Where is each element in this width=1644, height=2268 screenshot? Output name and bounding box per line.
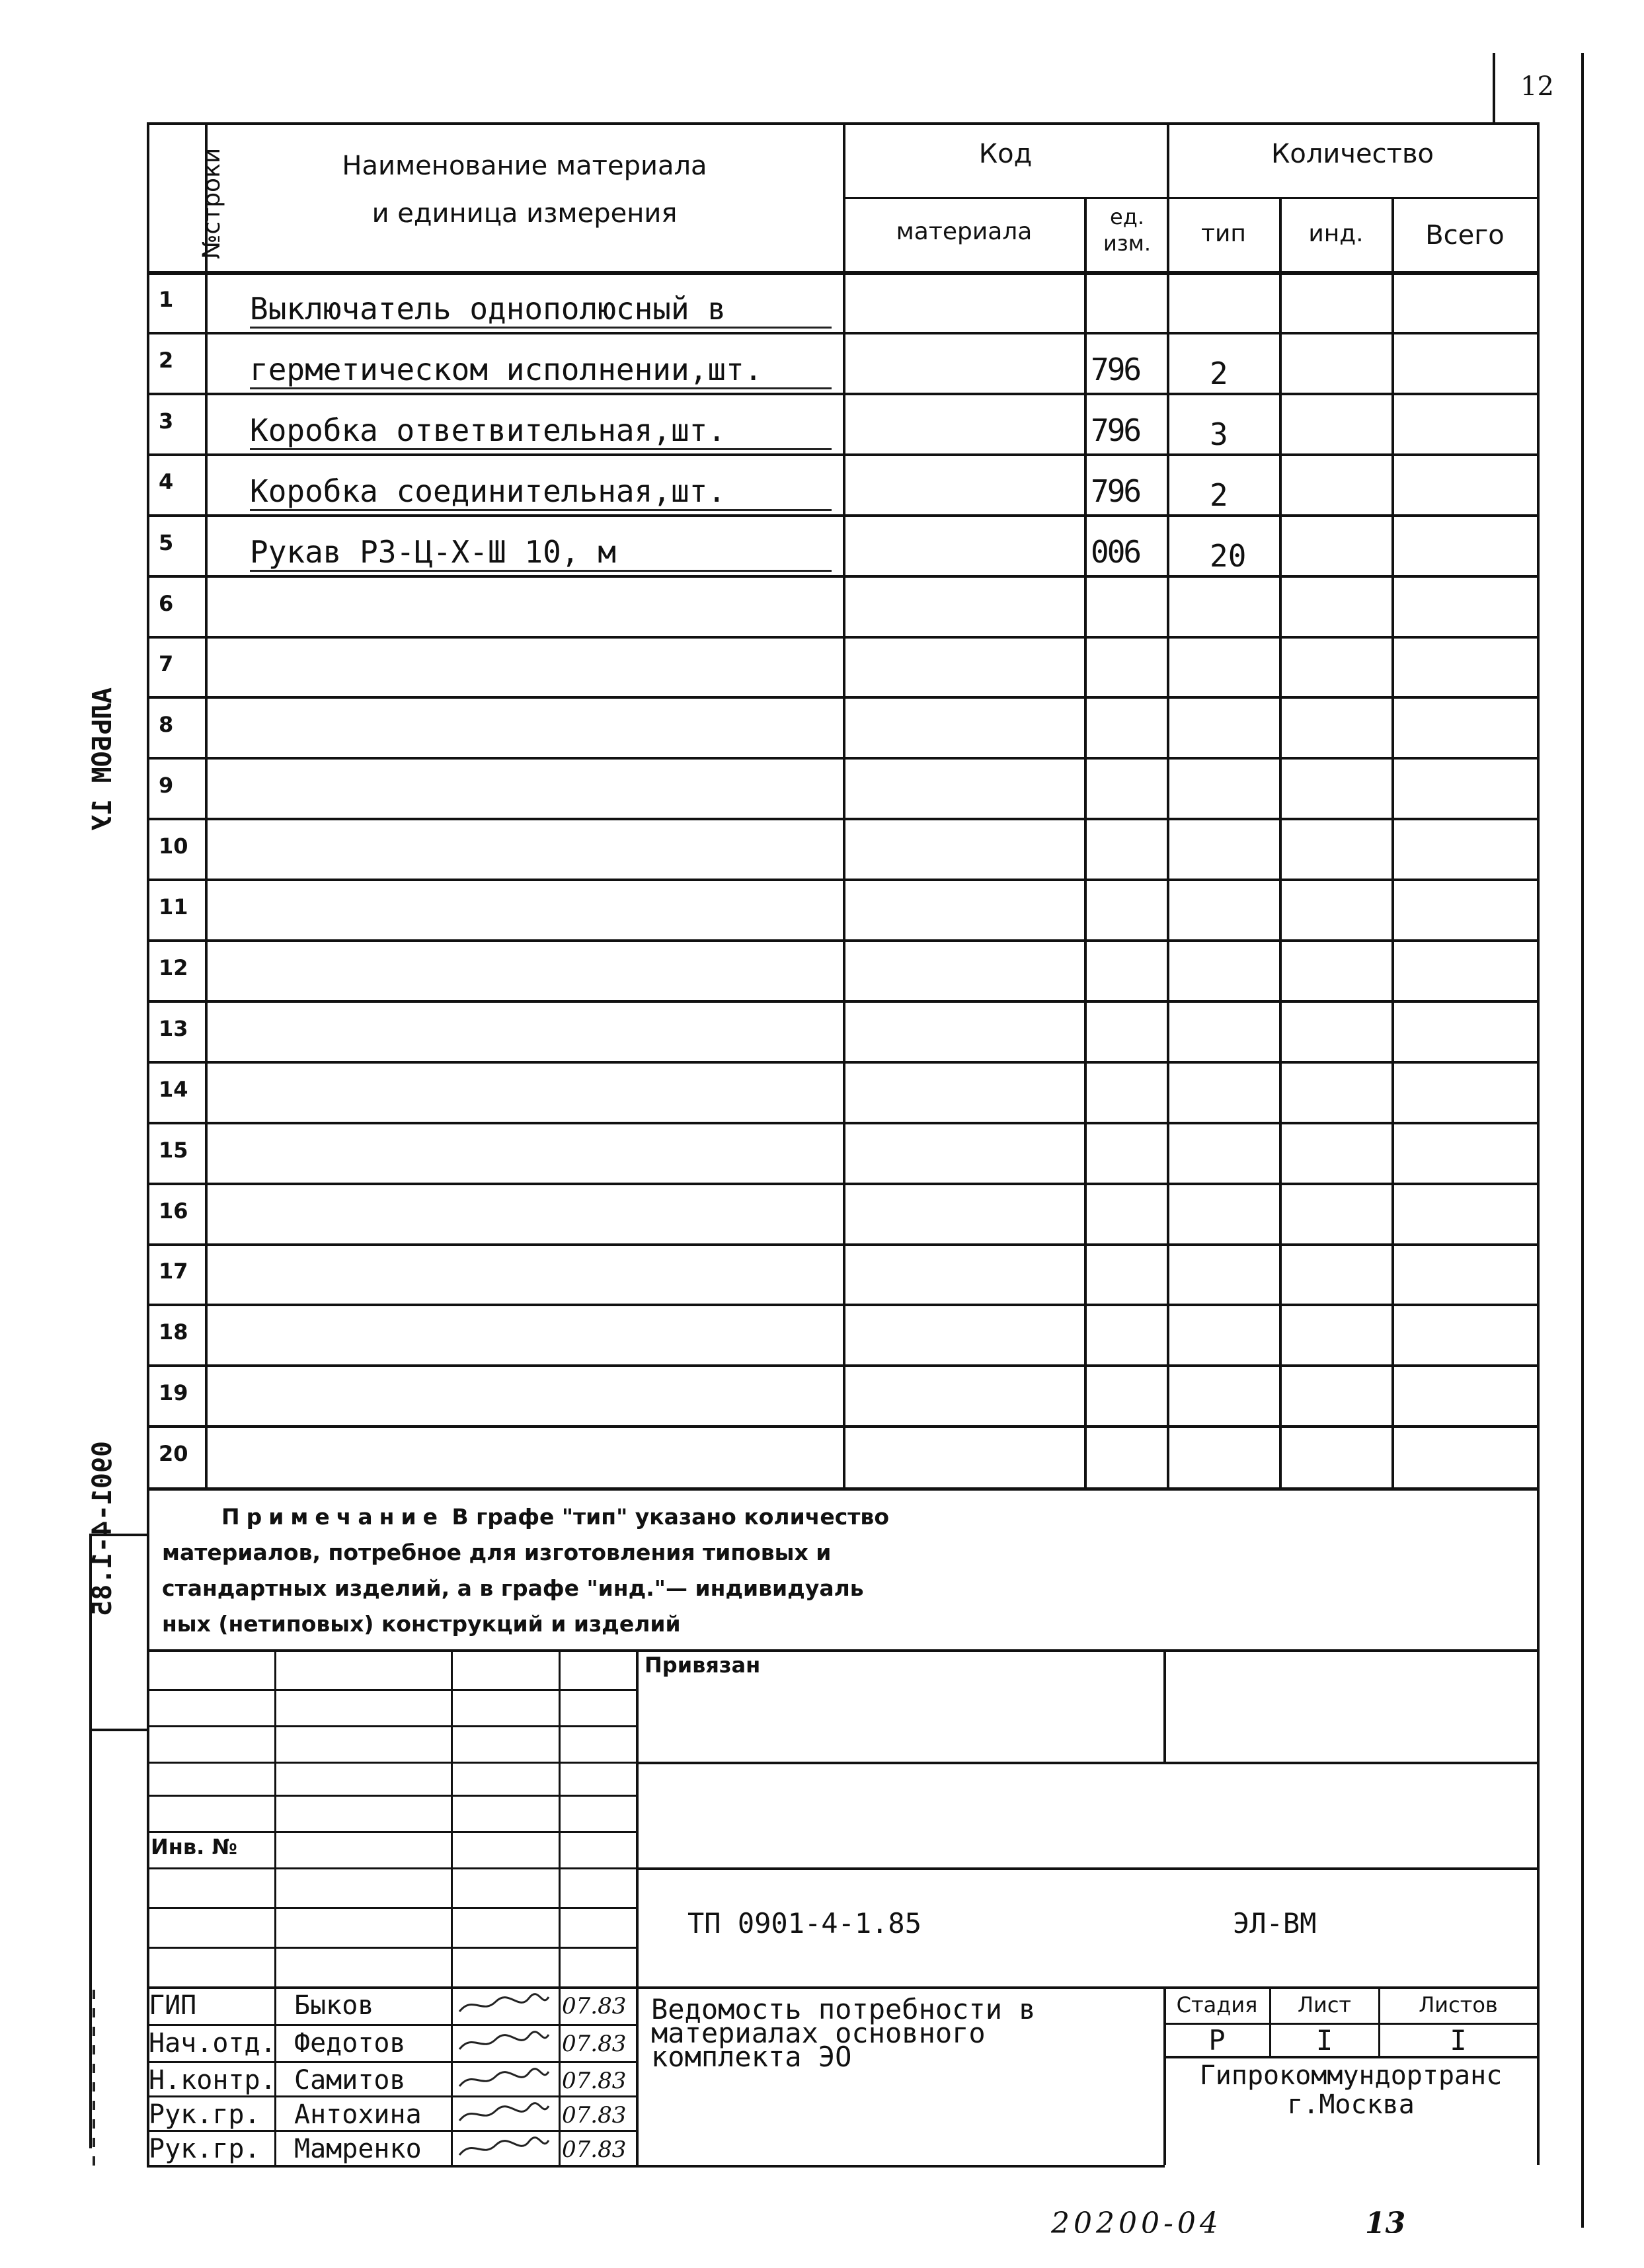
signer-date: 07.83 bbox=[562, 2068, 627, 2094]
stamp-right-row-1 bbox=[636, 1762, 1538, 1764]
stamp-top-line bbox=[147, 1649, 1538, 1652]
signer-role: Н.контр. bbox=[149, 2065, 276, 2095]
signature-scribble bbox=[456, 2029, 552, 2054]
row-number: 16 bbox=[159, 1198, 188, 1224]
row-number: 20 bbox=[159, 1441, 188, 1466]
header-quantity: Количество bbox=[1271, 139, 1434, 169]
row-name-underline bbox=[250, 448, 832, 450]
row-number: 9 bbox=[159, 773, 174, 798]
row-material-name: Выключатель однополюсный в bbox=[250, 291, 726, 327]
signer-name: Мамренко bbox=[294, 2134, 422, 2164]
table-row bbox=[0, 1366, 1644, 1427]
table-row bbox=[0, 272, 1644, 333]
stamp-row-1 bbox=[147, 1689, 636, 1691]
privyazan-label: Привязан bbox=[645, 1653, 761, 1678]
row-unit-code: 796 bbox=[1091, 412, 1140, 448]
row-name-underline bbox=[250, 570, 832, 572]
table-row bbox=[0, 941, 1644, 1001]
row-number: 13 bbox=[159, 1016, 188, 1041]
row-number: 19 bbox=[159, 1380, 188, 1405]
table-row bbox=[0, 637, 1644, 697]
table-row bbox=[0, 880, 1644, 941]
page-number-frame-left bbox=[1493, 53, 1495, 124]
stamp-row-9 bbox=[147, 1986, 1538, 1989]
stamp-col-4 bbox=[636, 1649, 639, 2165]
sheets-value: I bbox=[1450, 2024, 1467, 2056]
note-line-1: В графе "тип" указано количество bbox=[451, 1504, 889, 1530]
row-number: 8 bbox=[159, 712, 174, 737]
stamp-row-11 bbox=[147, 2061, 636, 2063]
organization bbox=[1165, 2061, 1537, 2119]
stamp-row-8 bbox=[147, 1947, 636, 1949]
signer-role: ГИП bbox=[149, 1990, 197, 2021]
signer-name: Антохина bbox=[294, 2099, 422, 2130]
row-number: 18 bbox=[159, 1319, 188, 1345]
sheets-label: Листов bbox=[1419, 1992, 1498, 2017]
row-material-name: герметическом исполнении,шт. bbox=[250, 352, 763, 387]
header-name: Наименование материала bbox=[342, 151, 707, 181]
left-margin-line bbox=[89, 1534, 92, 2148]
row-number: 14 bbox=[159, 1077, 188, 1102]
stamp-row-3 bbox=[147, 1762, 636, 1764]
signer-role: Рук.гр. bbox=[149, 2134, 260, 2164]
row-number: 15 bbox=[159, 1138, 188, 1163]
note-line-3: стандартных изделий, а в графе "инд."— индивидуаль bbox=[162, 1575, 864, 1601]
header-code-unit: ед. изм. bbox=[1103, 204, 1152, 256]
table-row bbox=[0, 1244, 1644, 1305]
signer-date: 07.83 bbox=[562, 2102, 627, 2129]
inv-number-label: Инв. № bbox=[151, 1834, 237, 1859]
stamp-privyazan-split bbox=[1163, 1649, 1166, 1762]
row-number: 3 bbox=[159, 409, 174, 434]
organization-name: Гипрокоммундортранс bbox=[1199, 2060, 1503, 2091]
row-qty-type: 2 bbox=[1210, 356, 1228, 391]
note-line-4: ных (нетиповых) конструкций и изделий bbox=[162, 1611, 681, 1637]
signer-date: 07.83 bbox=[562, 1993, 627, 2019]
left-tick-2 bbox=[89, 1729, 147, 1731]
header-qty-ind: инд. bbox=[1308, 220, 1364, 247]
row-qty-type: 20 bbox=[1210, 538, 1247, 574]
doc-code: ТП 0901-4-1.85 bbox=[687, 1907, 922, 1939]
header-name-line2: и единица измерения bbox=[372, 198, 678, 229]
signer-name: Самитов bbox=[294, 2065, 406, 2095]
header-qty-type: тип bbox=[1201, 220, 1246, 247]
stamp-bottom-line bbox=[147, 2165, 1165, 2168]
table-row bbox=[0, 819, 1644, 880]
note-line-2: материалов, потребное для изготовления типовых и bbox=[162, 1540, 832, 1565]
table-row bbox=[0, 1184, 1644, 1245]
note-title: Примечание bbox=[221, 1504, 444, 1530]
row-number: 1 bbox=[159, 287, 174, 312]
signature-scribble bbox=[456, 1992, 552, 2017]
stamp-row-2 bbox=[147, 1725, 636, 1727]
signer-name: Федотов bbox=[294, 2028, 406, 2058]
table-row bbox=[0, 394, 1644, 455]
signer-name: Быков bbox=[294, 1990, 374, 2021]
stamp-row-13 bbox=[147, 2130, 636, 2132]
organization-city: г.Москва bbox=[1287, 2090, 1415, 2120]
table-row bbox=[0, 333, 1644, 394]
doc-title bbox=[651, 1993, 1036, 2073]
stamp-right-row-2 bbox=[636, 1867, 1538, 1870]
header-code-material: материала bbox=[896, 218, 1033, 245]
row-material-name: Коробка ответвительная,шт. bbox=[250, 412, 726, 448]
left-tick-1 bbox=[89, 1534, 147, 1536]
row-number: 6 bbox=[159, 591, 174, 616]
table-row bbox=[0, 697, 1644, 758]
stage-label: Стадия bbox=[1176, 1992, 1258, 2017]
table-row bbox=[0, 1305, 1644, 1366]
table-row bbox=[0, 1123, 1644, 1184]
side-album-label: АЛЬБОМ 1У bbox=[87, 687, 118, 831]
page-number: 12 bbox=[1520, 71, 1554, 102]
row-material-name: Коробка соединительная,шт. bbox=[250, 473, 726, 509]
signature-scribble bbox=[456, 2135, 552, 2160]
row-number: 10 bbox=[159, 834, 188, 859]
row-unit-code: 006 bbox=[1091, 534, 1140, 570]
stage-value: Р bbox=[1208, 2024, 1226, 2056]
row-number: 12 bbox=[159, 955, 188, 980]
sheet-label: Лист bbox=[1297, 1992, 1352, 2017]
stamp-row-6 bbox=[147, 1867, 636, 1869]
row-qty-type: 3 bbox=[1210, 416, 1228, 452]
doc-mark: ЭЛ-ВМ bbox=[1233, 1907, 1317, 1939]
left-dash-line bbox=[93, 1990, 95, 2168]
signature-scribble bbox=[456, 2066, 552, 2092]
doc-title-line-1: Ведомость потребности в bbox=[651, 1993, 1036, 2025]
row-number: 11 bbox=[159, 894, 188, 919]
row-name-underline bbox=[250, 387, 832, 389]
row-unit-code: 796 bbox=[1091, 352, 1140, 387]
stamp-row-7 bbox=[147, 1907, 636, 1909]
row-number: 2 bbox=[159, 348, 174, 373]
table-row bbox=[0, 516, 1644, 576]
row-unit-code: 796 bbox=[1091, 473, 1140, 509]
row-number: 4 bbox=[159, 469, 174, 494]
table-row bbox=[0, 576, 1644, 637]
table-bottom-line bbox=[147, 1487, 1538, 1491]
note-block bbox=[162, 1499, 955, 1642]
table-row bbox=[0, 455, 1644, 516]
stamp-row-10 bbox=[147, 2024, 636, 2026]
side-project-label: 0901-4-1.85 bbox=[87, 1441, 118, 1616]
table-row bbox=[0, 1427, 1644, 1487]
row-qty-type: 2 bbox=[1210, 477, 1228, 513]
bottom-archive-code: 20200-04 bbox=[1051, 2207, 1222, 2233]
row-number: 17 bbox=[159, 1259, 188, 1284]
stamp-row-4 bbox=[147, 1795, 636, 1797]
sheet-value: I bbox=[1315, 2024, 1333, 2056]
header-code: Код bbox=[978, 139, 1033, 169]
row-number: 5 bbox=[159, 530, 174, 555]
stamp-row-12 bbox=[147, 2095, 636, 2097]
header-qty-total: Всего bbox=[1425, 220, 1505, 251]
signer-date: 07.83 bbox=[562, 2031, 627, 2057]
row-name-underline bbox=[250, 327, 832, 329]
table-row bbox=[0, 1001, 1644, 1062]
header-row-number: №строки bbox=[198, 147, 225, 259]
table-row bbox=[0, 1062, 1644, 1123]
doc-title-line-2: материалах основного bbox=[651, 2017, 986, 2049]
signer-role: Нач.отд. bbox=[149, 2028, 276, 2058]
signer-role: Рук.гр. bbox=[149, 2099, 260, 2130]
header-mid-line bbox=[843, 197, 1537, 199]
row-name-underline bbox=[250, 509, 832, 511]
row-material-name: Рукав РЗ-Ц-Х-Ш 10, м bbox=[250, 534, 616, 570]
table-row bbox=[0, 758, 1644, 819]
bottom-number: 13 bbox=[1365, 2207, 1406, 2233]
row-number: 7 bbox=[159, 651, 174, 676]
doc-title-line-3: комплекта ЭО bbox=[651, 2041, 852, 2073]
signer-date: 07.83 bbox=[562, 2136, 627, 2163]
signature-scribble bbox=[456, 2101, 552, 2126]
stamp-row-5 bbox=[147, 1831, 636, 1833]
